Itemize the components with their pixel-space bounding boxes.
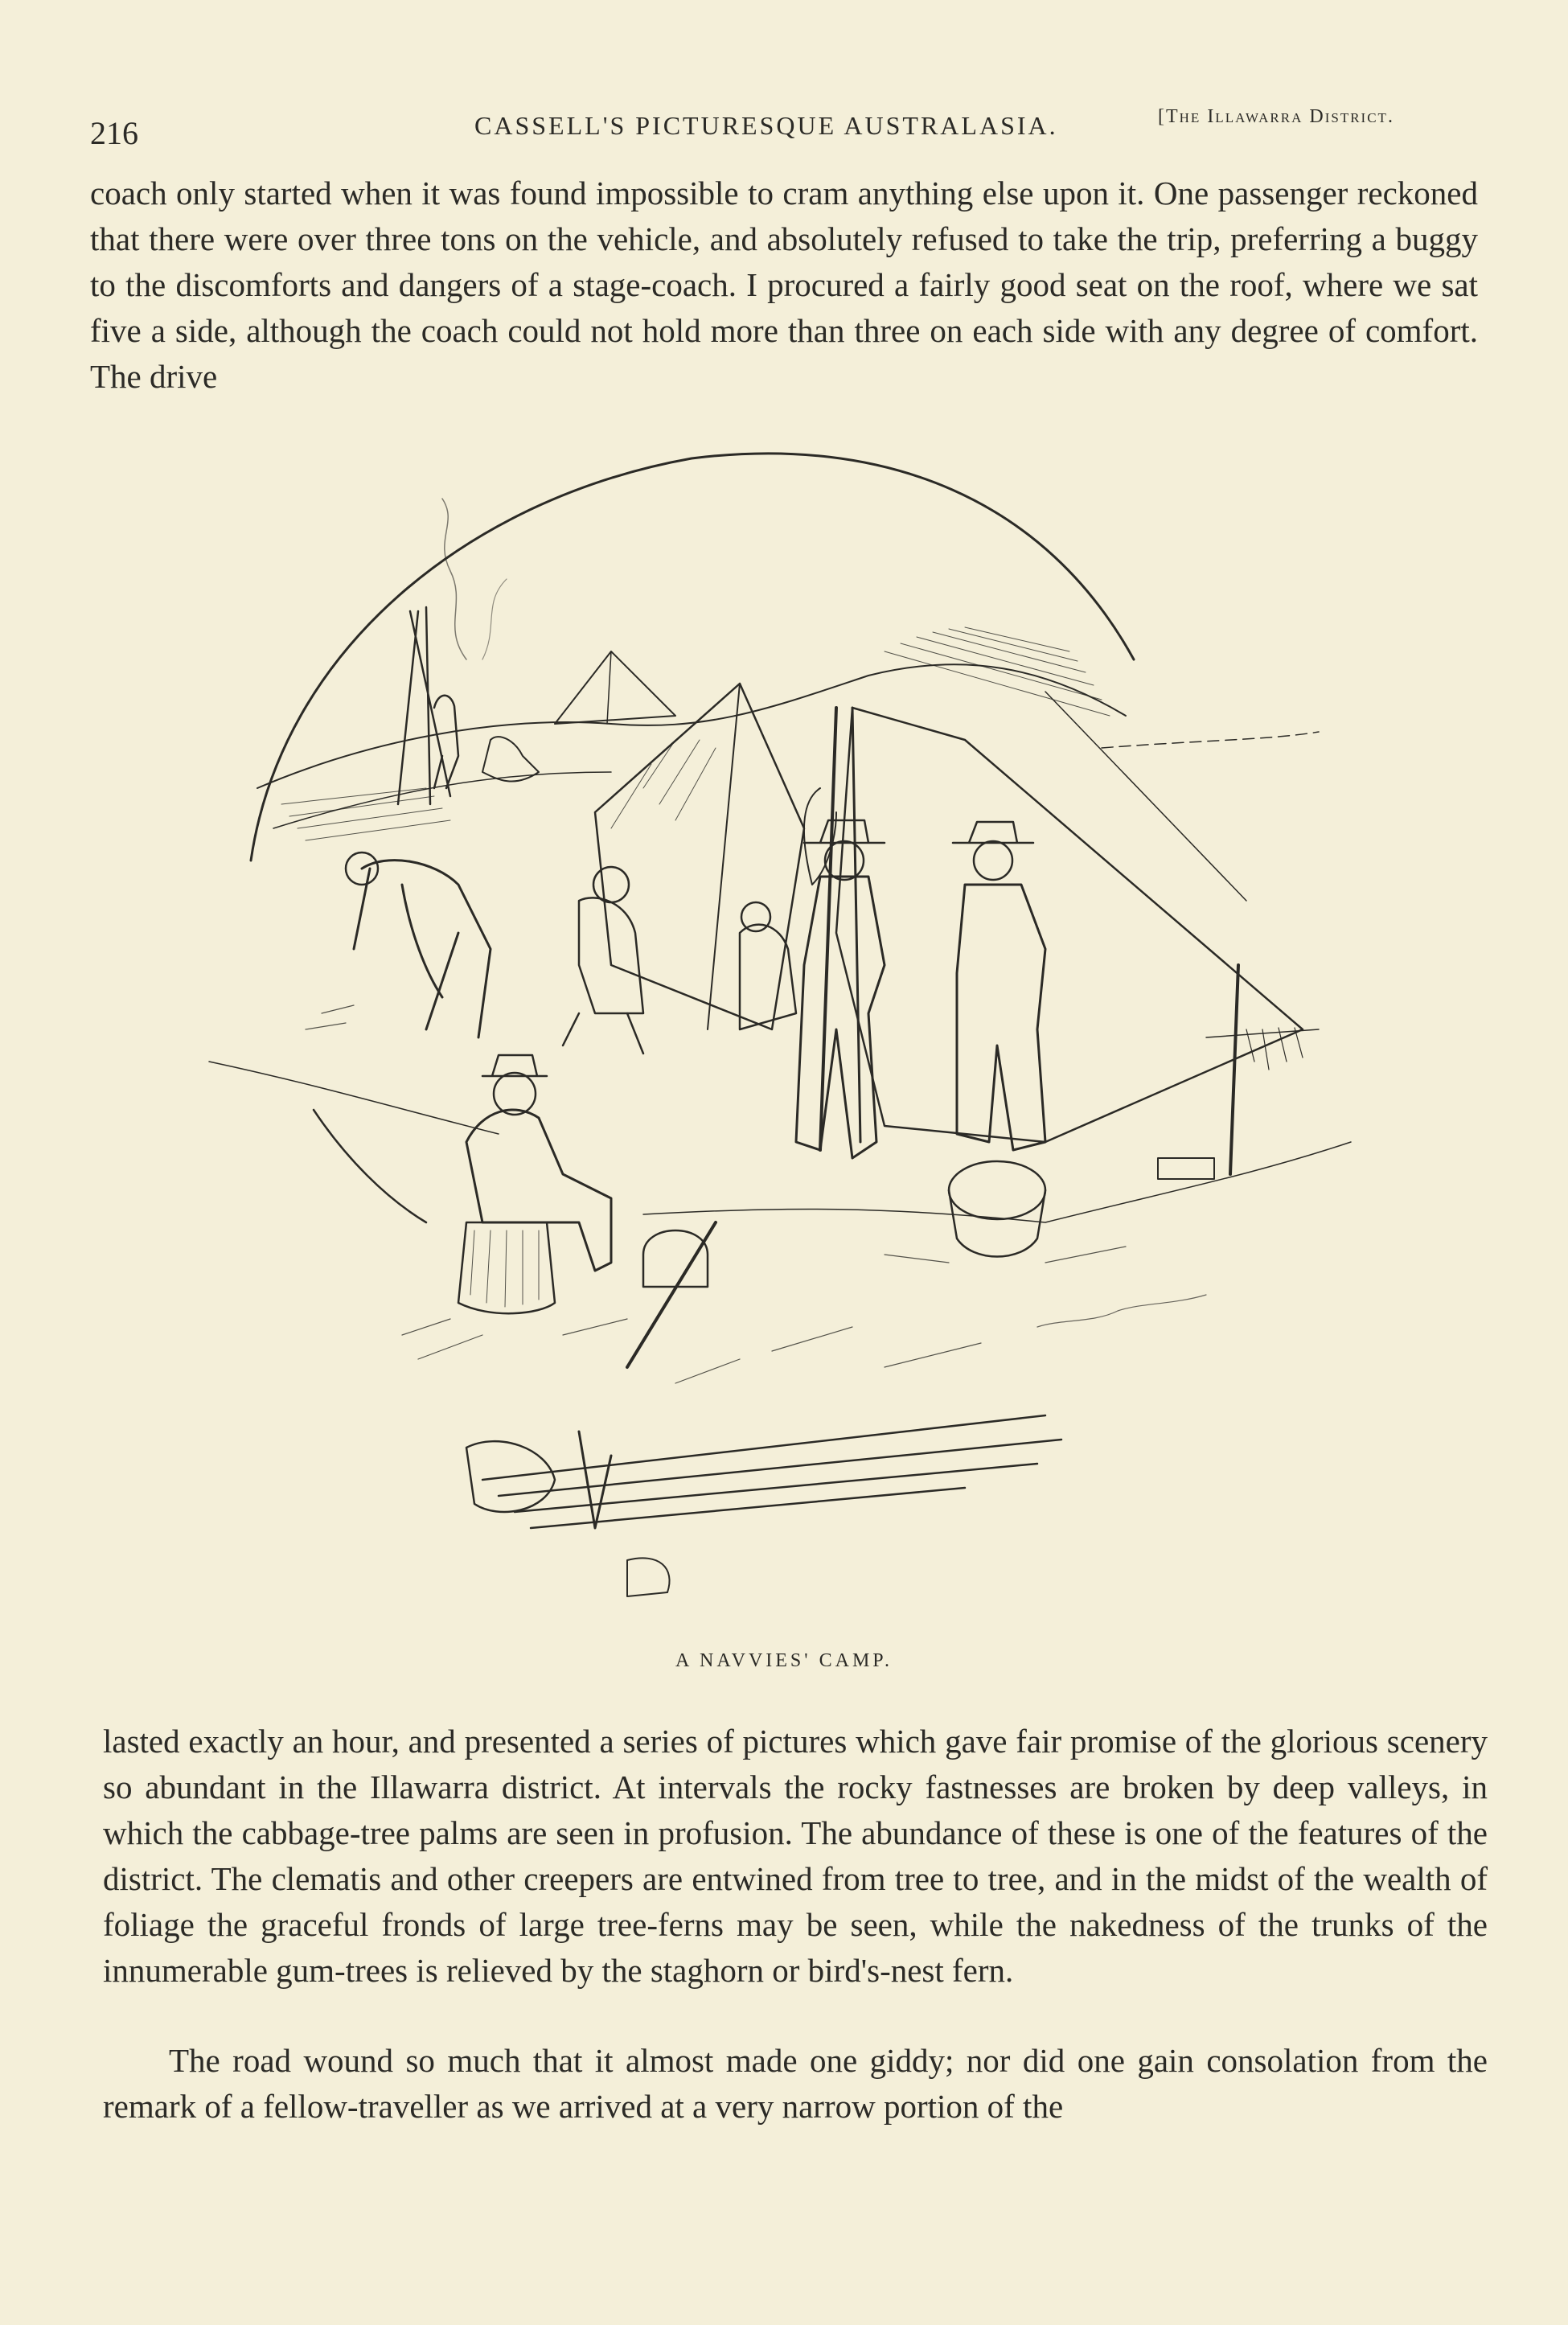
body-paragraph-3: The road wound so much that it almost made one giddy; nor did one gain consolation from the remark of a fellow-traveller as we arrived at a very narrow portion of the <box>103 2042 1488 2125</box>
worker-bending <box>354 861 491 1037</box>
tent-left <box>595 684 804 1029</box>
vignette-frame <box>251 454 1134 861</box>
navvies-camp-illustration <box>161 450 1415 1608</box>
body-paragraph-1: coach only started when it was found impossible to cram anything else upon it. One passenger reckoned that there were over three tons on the vehicle, and absolutely refused to take the trip, preferring a buggy to the discomforts and dangers of a stage-coach. I procured a fairly good seat on the roof, where we sat five a side, although the coach could not hold more than three on each side with any degree of comfort. The drive <box>90 175 1478 395</box>
boy <box>740 925 796 1029</box>
running-title: CASSELL'S PICTURESQUE AUSTRALASIA. <box>474 111 1058 140</box>
ground <box>209 1062 1351 1222</box>
body-paragraph-2: lasted exactly an hour, and presented a series of pictures which gave fair promise of the glorious scenery so abundant in the Illawarra district. At intervals the rocky fastnesses are broken by deep valleys, in which the cabbage-tree palms are seen in profusion. The abundance of these is one of the features of the district. The clematis and other creepers are entwined from tree to tree, and in the midst of the wealth of foliage the graceful fronds of large tree-ferns may be seen, while the nakedness of the trunks of the innumerable gum-trees is relieved by the staghorn or bird's-nest fern. <box>103 1723 1488 1989</box>
barrel <box>949 1161 1045 1219</box>
figure-caption: A NAVVIES' CAMP. <box>675 1650 893 1671</box>
page-number: 216 <box>90 115 138 151</box>
distant-tent <box>555 651 675 724</box>
man-hat-vest <box>796 877 885 1158</box>
vignette-frame-lower <box>314 1110 426 1222</box>
log-pile <box>482 1415 1061 1528</box>
section-title: [The Illawarra District. <box>1158 106 1394 127</box>
man-standing-right <box>957 885 1045 1150</box>
